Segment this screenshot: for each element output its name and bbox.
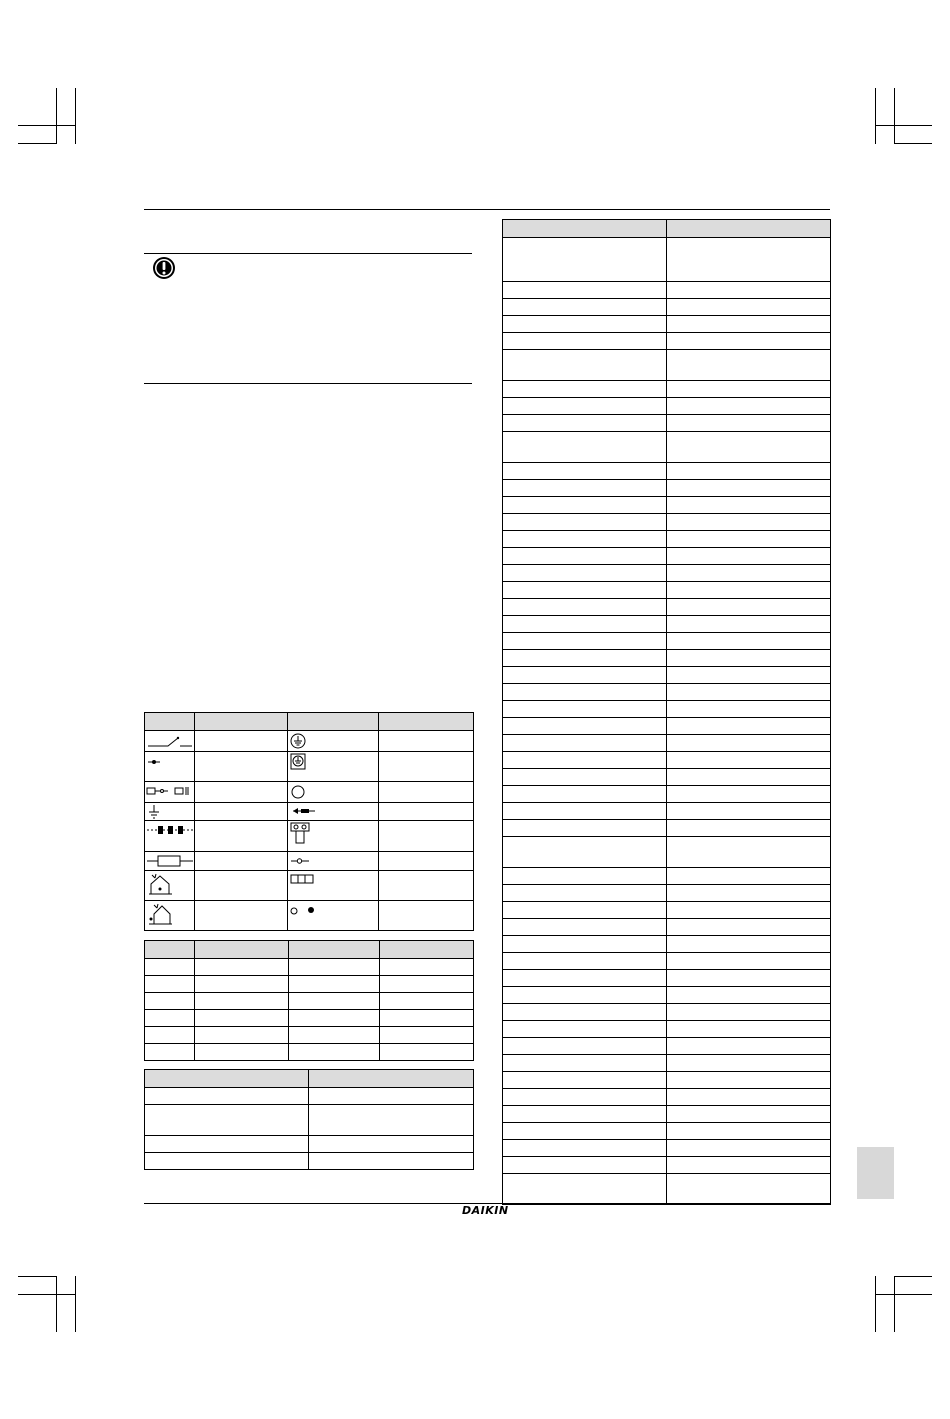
table-cell — [667, 282, 831, 299]
crop-mark — [18, 1276, 56, 1277]
outdoor-unit-icon — [145, 901, 195, 931]
table-cell — [667, 735, 831, 752]
table-header-cell — [145, 941, 195, 959]
table-cell — [667, 684, 831, 701]
connector-arrow-icon — [288, 803, 379, 821]
crop-mark — [875, 1294, 932, 1295]
table-cell — [667, 1089, 831, 1106]
crop-mark — [56, 1276, 57, 1332]
table-cell — [289, 993, 380, 1010]
table-header-cell — [195, 941, 289, 959]
crop-mark — [56, 88, 57, 144]
table-cell — [503, 885, 667, 902]
parts-table — [502, 219, 831, 1205]
table-cell — [289, 1010, 380, 1027]
table-cell — [145, 959, 195, 976]
table-cell — [195, 752, 288, 782]
table-cell — [503, 497, 667, 514]
table-cell — [503, 381, 667, 398]
table-cell — [379, 803, 474, 821]
table-cell — [667, 415, 831, 432]
table-cell — [503, 1072, 667, 1089]
table-cell — [667, 987, 831, 1004]
table-cell — [145, 976, 195, 993]
crop-mark — [75, 88, 76, 144]
table-cell — [503, 868, 667, 885]
table-header-cell — [145, 713, 195, 731]
table-cell — [503, 752, 667, 769]
crop-mark — [875, 125, 932, 126]
table-cell — [503, 531, 667, 548]
table-cell — [379, 752, 474, 782]
table-cell — [309, 1088, 474, 1105]
table-cell — [667, 381, 831, 398]
table-cell — [503, 1140, 667, 1157]
table-cell — [667, 970, 831, 987]
table-cell — [667, 769, 831, 786]
table-cell — [667, 432, 831, 463]
indoor-unit-icon — [145, 871, 195, 901]
table-cell — [503, 684, 667, 701]
table-cell — [503, 316, 667, 333]
table-cell — [503, 282, 667, 299]
crop-mark — [894, 1276, 932, 1277]
wire-clamp-icon — [288, 852, 379, 871]
table-header-cell — [667, 220, 831, 238]
table-cell — [503, 616, 667, 633]
table-cell — [503, 786, 667, 803]
table-header-cell — [309, 1070, 474, 1088]
table-cell — [667, 936, 831, 953]
table-cell — [309, 1105, 474, 1136]
table-cell — [503, 548, 667, 565]
table-cell — [667, 497, 831, 514]
table-cell — [667, 902, 831, 919]
table-cell — [503, 514, 667, 531]
table-cell — [503, 667, 667, 684]
colour-code-table — [144, 940, 474, 1061]
table-cell — [289, 976, 380, 993]
table-cell — [667, 299, 831, 316]
table-cell — [503, 718, 667, 735]
chapter-side-tab — [857, 1147, 894, 1199]
table-cell — [667, 667, 831, 684]
table-cell — [503, 238, 667, 282]
table-cell — [145, 1136, 309, 1153]
table-cell — [503, 1055, 667, 1072]
table-cell — [503, 953, 667, 970]
table-cell — [667, 650, 831, 667]
table-cell — [667, 1038, 831, 1055]
table-cell — [667, 599, 831, 616]
table-cell — [195, 901, 288, 931]
table-cell — [503, 1038, 667, 1055]
table-cell — [145, 1027, 195, 1044]
table-cell — [667, 701, 831, 718]
table-cell — [145, 1153, 309, 1170]
table-cell — [195, 1044, 289, 1061]
table-cell — [667, 616, 831, 633]
table-cell — [379, 852, 474, 871]
table-cell — [503, 599, 667, 616]
terminal-block-icon — [288, 871, 379, 901]
table-cell — [380, 993, 474, 1010]
table-cell — [503, 820, 667, 837]
table-cell — [667, 1123, 831, 1140]
legend-table — [144, 1069, 474, 1170]
table-header-cell — [145, 1070, 309, 1088]
table-cell — [667, 1174, 831, 1205]
table-cell — [667, 718, 831, 735]
header-rule — [144, 209, 830, 210]
table-cell — [380, 1010, 474, 1027]
table-cell — [667, 820, 831, 837]
table-cell — [503, 1089, 667, 1106]
noiseless-earth-icon — [288, 752, 379, 782]
table-cell — [667, 1140, 831, 1157]
table-cell — [667, 480, 831, 497]
table-cell — [380, 976, 474, 993]
table-cell — [667, 514, 831, 531]
table-cell — [195, 821, 288, 852]
table-cell — [195, 731, 288, 752]
table-cell — [195, 803, 288, 821]
crop-mark — [75, 1276, 76, 1332]
table-cell — [667, 1021, 831, 1038]
table-cell — [503, 299, 667, 316]
crop-mark — [875, 1276, 876, 1332]
table-cell — [667, 1055, 831, 1072]
table-cell — [667, 885, 831, 902]
table-cell — [667, 868, 831, 885]
table-cell — [289, 1044, 380, 1061]
table-cell — [667, 463, 831, 480]
symbol-legend-table — [144, 712, 474, 931]
table-cell — [145, 1105, 309, 1136]
table-cell — [503, 1157, 667, 1174]
table-cell — [667, 548, 831, 565]
table-cell — [503, 398, 667, 415]
terminal-icon — [288, 782, 379, 803]
table-header-cell — [288, 713, 379, 731]
crop-mark — [18, 1294, 75, 1295]
field-wiring-icon — [145, 821, 195, 852]
terminal-strip-icon — [288, 821, 379, 852]
table-header-cell — [380, 941, 474, 959]
table-cell — [503, 1021, 667, 1038]
crop-mark — [18, 125, 75, 126]
table-cell — [667, 316, 831, 333]
table-cell — [667, 1072, 831, 1089]
table-cell — [667, 333, 831, 350]
table-cell — [667, 582, 831, 599]
table-cell — [380, 1027, 474, 1044]
table-cell — [503, 837, 667, 868]
table-cell — [380, 1044, 474, 1061]
table-cell — [503, 633, 667, 650]
table-cell — [195, 782, 288, 803]
table-cell — [503, 803, 667, 820]
earth-icon — [145, 803, 195, 821]
table-cell — [503, 350, 667, 381]
table-cell — [503, 1123, 667, 1140]
crop-mark — [894, 143, 932, 144]
table-cell — [667, 837, 831, 868]
table-cell — [667, 565, 831, 582]
table-cell — [667, 531, 831, 548]
table-cell — [309, 1153, 474, 1170]
table-cell — [380, 959, 474, 976]
table-cell — [503, 970, 667, 987]
table-cell — [195, 959, 289, 976]
table-cell — [667, 238, 831, 282]
table-cell — [503, 902, 667, 919]
table-cell — [379, 821, 474, 852]
table-cell — [379, 731, 474, 752]
table-cell — [145, 1010, 195, 1027]
table-header-cell — [289, 941, 380, 959]
table-header-cell — [503, 220, 667, 238]
table-cell — [667, 919, 831, 936]
table-cell — [309, 1136, 474, 1153]
table-cell — [667, 752, 831, 769]
table-cell — [503, 1004, 667, 1021]
table-cell — [667, 398, 831, 415]
connection-icon — [145, 752, 195, 782]
table-cell — [503, 650, 667, 667]
table-cell — [503, 1106, 667, 1123]
connector-icon — [145, 782, 195, 803]
table-cell — [667, 633, 831, 650]
table-cell — [503, 432, 667, 463]
table-cell — [667, 803, 831, 820]
table-cell — [145, 1088, 309, 1105]
table-cell — [195, 871, 288, 901]
table-cell — [195, 1010, 289, 1027]
table-cell — [145, 993, 195, 1010]
table-cell — [667, 1106, 831, 1123]
table-cell — [379, 901, 474, 931]
crop-mark — [18, 143, 56, 144]
table-cell — [667, 1004, 831, 1021]
table-cell — [195, 976, 289, 993]
table-cell — [289, 959, 380, 976]
table-cell — [503, 415, 667, 432]
table-cell — [503, 769, 667, 786]
table-cell — [195, 993, 289, 1010]
table-cell — [667, 350, 831, 381]
table-cell — [503, 987, 667, 1004]
table-cell — [503, 333, 667, 350]
switch-icon — [145, 731, 195, 752]
table-cell — [195, 852, 288, 871]
notice-bottom-rule — [144, 383, 472, 384]
table-cell — [289, 1027, 380, 1044]
table-cell — [667, 786, 831, 803]
fuse-icon — [145, 852, 195, 871]
table-cell — [503, 936, 667, 953]
table-cell — [503, 565, 667, 582]
table-cell — [667, 953, 831, 970]
table-header-cell — [379, 713, 474, 731]
table-cell — [503, 701, 667, 718]
table-cell — [503, 480, 667, 497]
protective-earth-icon — [288, 731, 379, 752]
table-cell — [379, 782, 474, 803]
exclamation-icon — [152, 256, 176, 280]
daikin-logo: DAIKIN — [462, 1204, 509, 1217]
table-cell — [667, 1157, 831, 1174]
table-cell — [503, 735, 667, 752]
table-header-cell — [195, 713, 288, 731]
table-cell — [503, 919, 667, 936]
crop-mark — [894, 88, 895, 144]
crop-mark — [894, 1276, 895, 1332]
open-closed-terminal-icon — [288, 901, 379, 931]
table-cell — [503, 463, 667, 480]
crop-mark — [875, 88, 876, 144]
table-cell — [145, 1044, 195, 1061]
table-cell — [503, 1174, 667, 1205]
table-cell — [379, 871, 474, 901]
table-cell — [195, 1027, 289, 1044]
table-cell — [503, 582, 667, 599]
notice-top-rule — [144, 253, 472, 254]
